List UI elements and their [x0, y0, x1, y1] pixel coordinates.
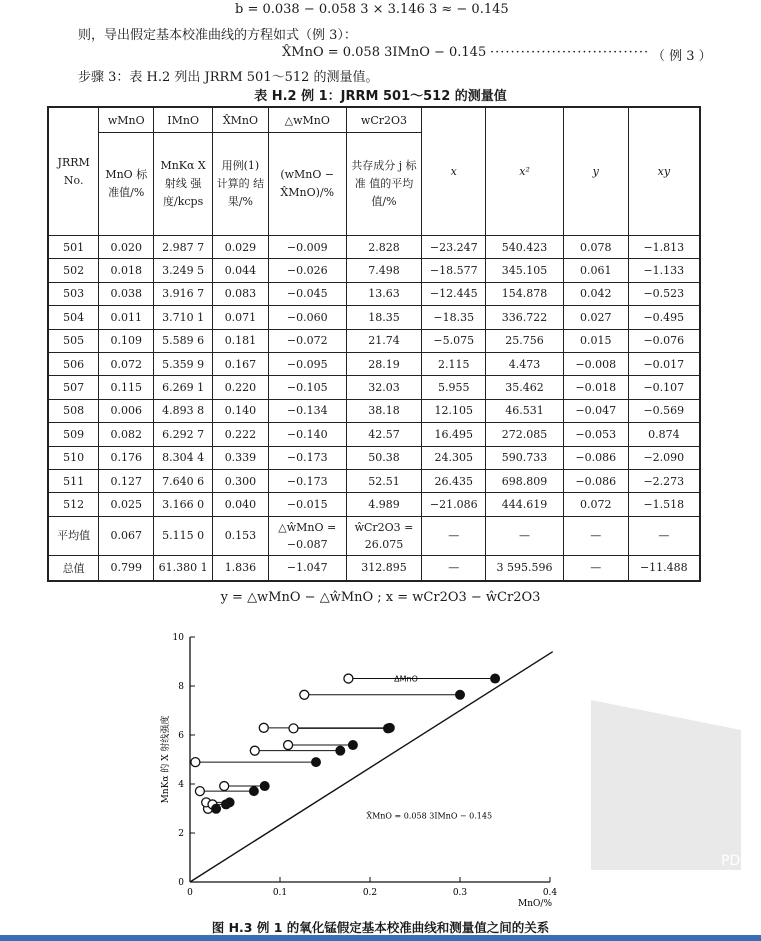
header-diff: (wMnO − X̂MnO)/% — [268, 133, 346, 236]
table-cell: −0.140 — [268, 423, 346, 446]
table-cell: 0.025 — [99, 493, 154, 516]
table-cell: 0.071 — [213, 306, 269, 329]
step-3-text: 步骤 3：表 H.2 列出 JRRM 501～512 的测量值。 — [78, 70, 379, 85]
table-cell: 25.756 — [486, 329, 564, 352]
table-mean-row — [48, 516, 700, 555]
filled-point — [456, 690, 465, 699]
formula-annotation: X̂MnO = 0.058 3IMnO − 0.145 — [366, 811, 493, 821]
header-jrrm: JRRM No. — [48, 107, 99, 236]
table-row — [48, 423, 700, 446]
table-cell: 8.304 4 — [154, 446, 213, 469]
filled-point — [260, 782, 269, 791]
table-cell: 0.127 — [99, 469, 154, 492]
header-y: y — [563, 107, 628, 236]
table-cell: 61.380 1 — [154, 555, 213, 581]
figure-caption: 图 H.3 例 1 的氧化锰假定基本校准曲线和测量值之间的关系 — [211, 920, 550, 935]
table-row — [48, 399, 700, 422]
table-cell: 7.640 6 — [154, 469, 213, 492]
header-x: x — [422, 107, 486, 236]
y-axis-label: MnKα 的 X 射线强度 — [161, 715, 171, 804]
open-point — [284, 741, 293, 750]
table-cell: 0.339 — [213, 446, 269, 469]
table-cell: 3.166 0 — [154, 493, 213, 516]
table-cell: 444.619 — [486, 493, 564, 516]
table-cell: 0.115 — [99, 376, 154, 399]
table-cell: 506 — [48, 352, 99, 375]
table-cell: 21.74 — [346, 329, 422, 352]
filled-point — [491, 674, 500, 683]
table-cell: −0.017 — [628, 352, 700, 375]
table-cell: 0.029 — [213, 236, 269, 259]
table-cell: −0.045 — [268, 282, 346, 305]
delta-annotation: ΔMnO — [394, 674, 418, 684]
table-cell: 0.799 — [99, 555, 154, 581]
table-cell: 35.462 — [486, 376, 564, 399]
table-row — [48, 352, 700, 375]
watermark-seal — [571, 690, 751, 880]
x-tick-label: 0.1 — [272, 888, 288, 898]
table-cell: 511 — [48, 469, 99, 492]
x-axis-label: MnO/% — [518, 899, 552, 909]
y-tick-label: 4 — [178, 780, 184, 790]
table-cell: −0.105 — [268, 376, 346, 399]
table-cell: 345.105 — [486, 259, 564, 282]
table-cell: 0.140 — [213, 399, 269, 422]
table-cell: 2.828 — [346, 236, 422, 259]
table-cell: −0.523 — [628, 282, 700, 305]
table-cell: 24.305 — [422, 446, 486, 469]
open-point — [191, 758, 200, 767]
table-cell: — — [628, 516, 700, 555]
table-cell: −0.009 — [268, 236, 346, 259]
table-cell: −0.053 — [563, 423, 628, 446]
table-cell: 13.63 — [346, 282, 422, 305]
table-cell: 3 595.596 — [486, 555, 564, 581]
table-cell: 503 — [48, 282, 99, 305]
header-x2: x² — [486, 107, 564, 236]
table-cell: 0.038 — [99, 282, 154, 305]
table-cell: 0.006 — [99, 399, 154, 422]
table-cell: 5.115 0 — [154, 516, 213, 555]
table-cell: 0.018 — [99, 259, 154, 282]
header-mno-std: MnO 标准值/% — [99, 133, 154, 236]
x-tick-label: 0.2 — [362, 888, 378, 898]
header-calc: 用例(1) 计算的 结果/% — [213, 133, 269, 236]
table-cell: 507 — [48, 376, 99, 399]
table-cell: — — [422, 516, 486, 555]
table-cell: 0.040 — [213, 493, 269, 516]
open-point — [289, 724, 298, 733]
table-cell: 0.176 — [99, 446, 154, 469]
header-coexist: 共存成分 j 标准 值的平均 值/% — [346, 133, 422, 236]
y-tick-label: 0 — [178, 878, 184, 888]
x-tick-label: 0.3 — [452, 888, 468, 898]
table-cell: −0.026 — [268, 259, 346, 282]
y-tick-label: 2 — [178, 829, 184, 839]
table-cell: 3.916 7 — [154, 282, 213, 305]
equation-intro: 则，导出假定基本校准曲线的方程如式（例 3）： — [78, 28, 357, 43]
open-point — [250, 746, 259, 755]
table-cell: 42.57 — [346, 423, 422, 446]
table-cell: 0.061 — [563, 259, 628, 282]
open-point — [220, 782, 229, 791]
x-tick-label: 0.4 — [542, 888, 558, 898]
table-row — [48, 469, 700, 492]
filled-point — [348, 741, 357, 750]
table-cell: 590.733 — [486, 446, 564, 469]
table-cell: −0.173 — [268, 469, 346, 492]
table-cell: −1.518 — [628, 493, 700, 516]
table-row — [48, 493, 700, 516]
table-cell: −0.134 — [268, 399, 346, 422]
table-cell: 6.269 1 — [154, 376, 213, 399]
table-cell: 504 — [48, 306, 99, 329]
table-cell: 5.955 — [422, 376, 486, 399]
table-cell: 0.078 — [563, 236, 628, 259]
table-cell: 0.222 — [213, 423, 269, 446]
y-tick-label: 10 — [172, 633, 184, 643]
table-cell: — — [486, 516, 564, 555]
table-cell: −23.247 — [422, 236, 486, 259]
table-cell: 0.072 — [99, 352, 154, 375]
header-w-cr2o3: wCr2O3 — [346, 107, 422, 133]
table-cell: △ŵMnO = −0.087 — [268, 516, 346, 555]
table-cell: 52.51 — [346, 469, 422, 492]
equation-tag: （ 例 3 ） — [652, 49, 712, 64]
table-cell: −1.133 — [628, 259, 700, 282]
table-cell: 3.249 5 — [154, 259, 213, 282]
bottom-bar — [0, 935, 761, 941]
table-cell: 512 — [48, 493, 99, 516]
table-cell: −0.086 — [563, 446, 628, 469]
table-cell: 16.495 — [422, 423, 486, 446]
table-cell: 312.895 — [346, 555, 422, 581]
table-cell: 2.987 7 — [154, 236, 213, 259]
table-cell: 0.011 — [99, 306, 154, 329]
svg-text:PDG: PDG — [721, 853, 751, 869]
table-cell: 0.042 — [563, 282, 628, 305]
table-cell: −0.086 — [563, 469, 628, 492]
table-cell: −5.075 — [422, 329, 486, 352]
table-row — [48, 282, 700, 305]
table-cell: 540.423 — [486, 236, 564, 259]
table-cell: 6.292 7 — [154, 423, 213, 446]
table-row — [48, 329, 700, 352]
open-point — [259, 723, 268, 732]
table-cell: −0.569 — [628, 399, 700, 422]
x-tick-label: 0 — [187, 888, 193, 898]
table-row — [48, 236, 700, 259]
table-cell: 154.878 — [486, 282, 564, 305]
table-cell: 2.115 — [422, 352, 486, 375]
table-cell: 0.067 — [99, 516, 154, 555]
table-cell: 0.300 — [213, 469, 269, 492]
table-cell: 18.35 — [346, 306, 422, 329]
table-cell: 0.072 — [563, 493, 628, 516]
table-cell: 4.989 — [346, 493, 422, 516]
filled-point — [222, 800, 231, 809]
table-cell: −1.047 — [268, 555, 346, 581]
table-cell: — — [563, 555, 628, 581]
table-cell: 0.015 — [563, 329, 628, 352]
table-cell: −18.35 — [422, 306, 486, 329]
equation-leader-dots: ······························· — [490, 45, 650, 60]
table-cell: 3.710 1 — [154, 306, 213, 329]
equation-formula: X̂MnO = 0.058 3IMnO − 0.145 — [282, 45, 487, 60]
table-cell: 28.19 — [346, 352, 422, 375]
table-cell: 509 — [48, 423, 99, 446]
table-row — [48, 306, 700, 329]
table-cell: 0.167 — [213, 352, 269, 375]
table-row — [48, 376, 700, 399]
table-cell: 38.18 — [346, 399, 422, 422]
table-cell: 1.836 — [213, 555, 269, 581]
open-point — [344, 674, 353, 683]
table-cell: −0.173 — [268, 446, 346, 469]
open-point — [195, 787, 204, 796]
header-x-mno: X̂MnO — [213, 107, 269, 133]
table-cell: 7.498 — [346, 259, 422, 282]
equation-b: b = 0.038 − 0.058 3 × 3.146 3 ≈ − 0.145 — [235, 2, 509, 17]
table-cell: 12.105 — [422, 399, 486, 422]
table-cell: 272.085 — [486, 423, 564, 446]
table-title: 表 H.2 例 1：JRRM 501～512 的测量值 — [254, 89, 507, 104]
table-cell: 50.38 — [346, 446, 422, 469]
table-cell: 0.044 — [213, 259, 269, 282]
table-cell: — — [422, 555, 486, 581]
filled-point — [385, 723, 394, 732]
table-cell: ŵCr2O3 = 26.075 — [346, 516, 422, 555]
header-intensity: MnKα X射线 强度/kcps — [154, 133, 213, 236]
table-cell: 5.589 6 — [154, 329, 213, 352]
table-cell: −0.072 — [268, 329, 346, 352]
table-cell: — — [563, 516, 628, 555]
table-cell: −1.813 — [628, 236, 700, 259]
table-cell: 510 — [48, 446, 99, 469]
table-cell: 26.435 — [422, 469, 486, 492]
table-cell: −0.495 — [628, 306, 700, 329]
table-cell: 0.181 — [213, 329, 269, 352]
open-point — [300, 690, 309, 699]
table-cell: 0.083 — [213, 282, 269, 305]
table-cell: −2.090 — [628, 446, 700, 469]
table-cell: −0.107 — [628, 376, 700, 399]
table-cell: 46.531 — [486, 399, 564, 422]
table-cell: −0.076 — [628, 329, 700, 352]
table-cell: 0.109 — [99, 329, 154, 352]
filled-point — [249, 787, 258, 796]
table-cell: 698.809 — [486, 469, 564, 492]
table-total-row — [48, 555, 700, 581]
data-table — [47, 106, 701, 582]
table-cell: −0.018 — [563, 376, 628, 399]
table-cell: 4.893 8 — [154, 399, 213, 422]
table-cell: −0.008 — [563, 352, 628, 375]
table-cell: 0.220 — [213, 376, 269, 399]
header-w-mno: wMnO — [99, 107, 154, 133]
table-cell: 0.027 — [563, 306, 628, 329]
table-cell: 502 — [48, 259, 99, 282]
filled-point — [312, 758, 321, 767]
table-cell: −0.060 — [268, 306, 346, 329]
table-note: y = △wMnO − △ŵMnO ; x = wCr2O3 − ŵCr2O3 — [220, 590, 541, 605]
table-cell: 5.359 9 — [154, 352, 213, 375]
y-tick-label: 8 — [178, 682, 184, 692]
table-cell: −0.047 — [563, 399, 628, 422]
header-xy: xy — [628, 107, 700, 236]
table-cell: 0.153 — [213, 516, 269, 555]
table-cell: 508 — [48, 399, 99, 422]
table-cell: 平均值 — [48, 516, 99, 555]
filled-point — [212, 804, 221, 813]
table-cell: −0.015 — [268, 493, 346, 516]
table-cell: 0.874 — [628, 423, 700, 446]
table-cell: 505 — [48, 329, 99, 352]
calibration-line — [190, 652, 553, 882]
table-cell: 32.03 — [346, 376, 422, 399]
table-cell: −0.095 — [268, 352, 346, 375]
table-cell: 4.473 — [486, 352, 564, 375]
table-cell: 336.722 — [486, 306, 564, 329]
table-cell: −11.488 — [628, 555, 700, 581]
table-cell: 总值 — [48, 555, 99, 581]
y-tick-label: 6 — [178, 731, 184, 741]
table-cell: −21.086 — [422, 493, 486, 516]
table-cell: 501 — [48, 236, 99, 259]
header-dw-mno: △wMnO — [268, 107, 346, 133]
table-row — [48, 446, 700, 469]
filled-point — [336, 746, 345, 755]
table-cell: 0.020 — [99, 236, 154, 259]
table-cell: −12.445 — [422, 282, 486, 305]
table-cell: 0.082 — [99, 423, 154, 446]
table-row — [48, 259, 700, 282]
header-i-mno: IMnO — [154, 107, 213, 133]
table-cell: −18.577 — [422, 259, 486, 282]
table-cell: −2.273 — [628, 469, 700, 492]
table-header-top — [48, 107, 700, 133]
